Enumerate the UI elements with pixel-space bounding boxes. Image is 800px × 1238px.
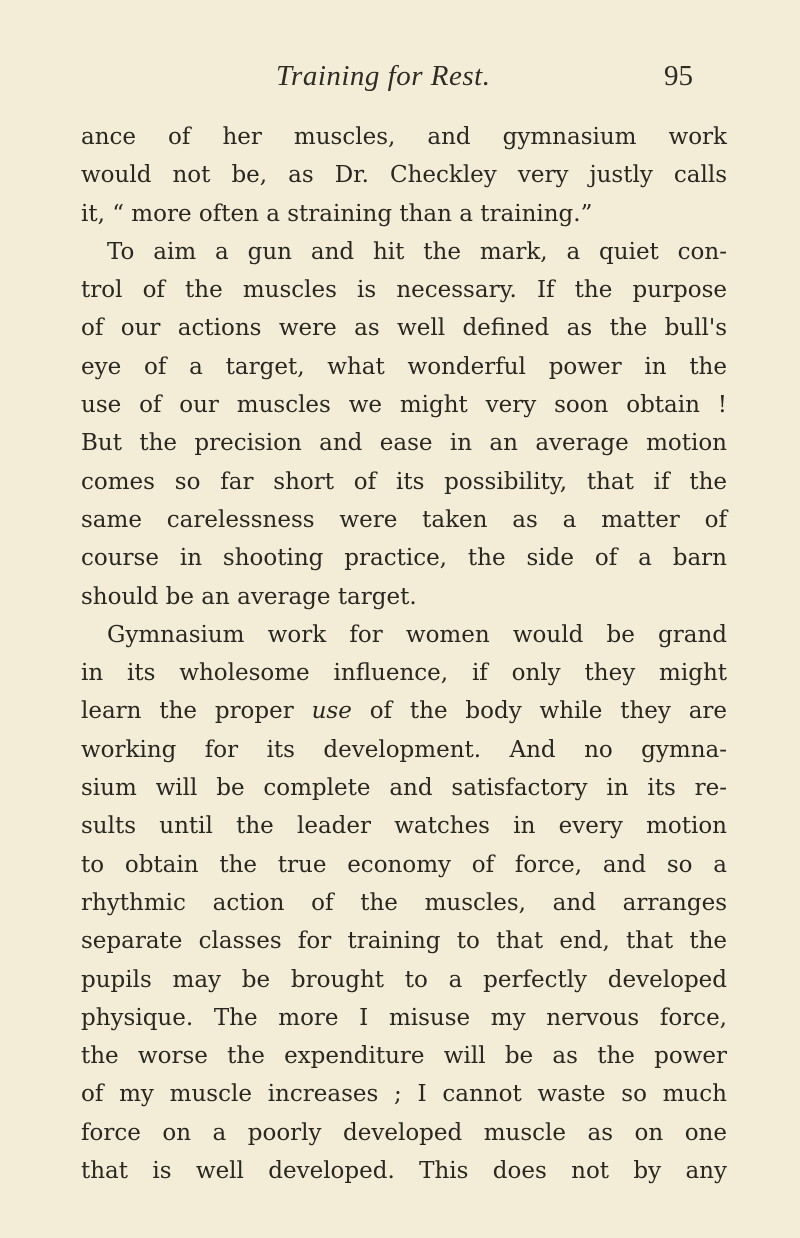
running-title: Training for Rest. — [276, 60, 491, 92]
text-line: should be an average target. — [81, 583, 417, 610]
text-line: of our actions were as well defined as the bull's — [81, 315, 727, 342]
text-line: comes so far short of its possibility, that if the — [81, 468, 727, 495]
text-line: it, “ more often a straining than a training.” — [81, 200, 593, 227]
text-line: in its wholesome influence, if only they might — [81, 660, 727, 687]
text-line-mixed — [81, 692, 727, 730]
emphasis-use: use — [311, 698, 352, 725]
text-line: the worse the expenditure will be as the power — [81, 1043, 727, 1070]
text-line: sults until the leader watches in every motion — [81, 813, 727, 840]
text-line: trol of the muscles is necessary. If the purpose — [81, 277, 727, 304]
text-line: use of our muscles we might very soon obtain ! — [81, 392, 727, 419]
running-head — [0, 60, 800, 100]
body-text — [81, 118, 727, 1190]
text-line: sium will be complete and satisfactory in its re- — [81, 775, 727, 802]
text-line: physique. The more I misuse my nervous force, — [81, 1004, 727, 1031]
text-line: of my muscle increases ; I cannot waste so much — [81, 1081, 727, 1108]
text-line: working for its development. And no gymna- — [81, 736, 727, 763]
text-line: To aim a gun and hit the mark, a quiet con- — [107, 238, 727, 265]
text-line: pupils may be brought to a perfectly developed — [81, 966, 727, 993]
text-line: would not be, as Dr. Checkley very justly calls — [81, 162, 727, 189]
text-line: But the precision and ease in an average motion — [81, 430, 727, 457]
text-line: to obtain the true economy of force, and so a — [81, 851, 727, 878]
text-line: Gymnasium work for women would be grand — [107, 621, 727, 648]
text-line: same carelessness were taken as a matter of — [81, 506, 727, 533]
text-segment: learn the proper — [81, 698, 294, 725]
page-number: 95 — [664, 60, 693, 92]
text-line: that is well developed. This does not by any — [81, 1158, 727, 1185]
text-line: course in shooting practice, the side of a barn — [81, 545, 727, 572]
text-line: rhythmic action of the muscles, and arranges — [81, 889, 727, 916]
text-segment: of the body while they are — [369, 698, 728, 725]
text-line: separate classes for training to that end, that the — [81, 928, 727, 955]
text-line: ance of her muscles, and gymnasium work — [81, 124, 727, 150]
text-line: force on a poorly developed muscle as on one — [81, 1119, 727, 1146]
text-line: eye of a target, what wonderful power in the — [81, 353, 727, 380]
